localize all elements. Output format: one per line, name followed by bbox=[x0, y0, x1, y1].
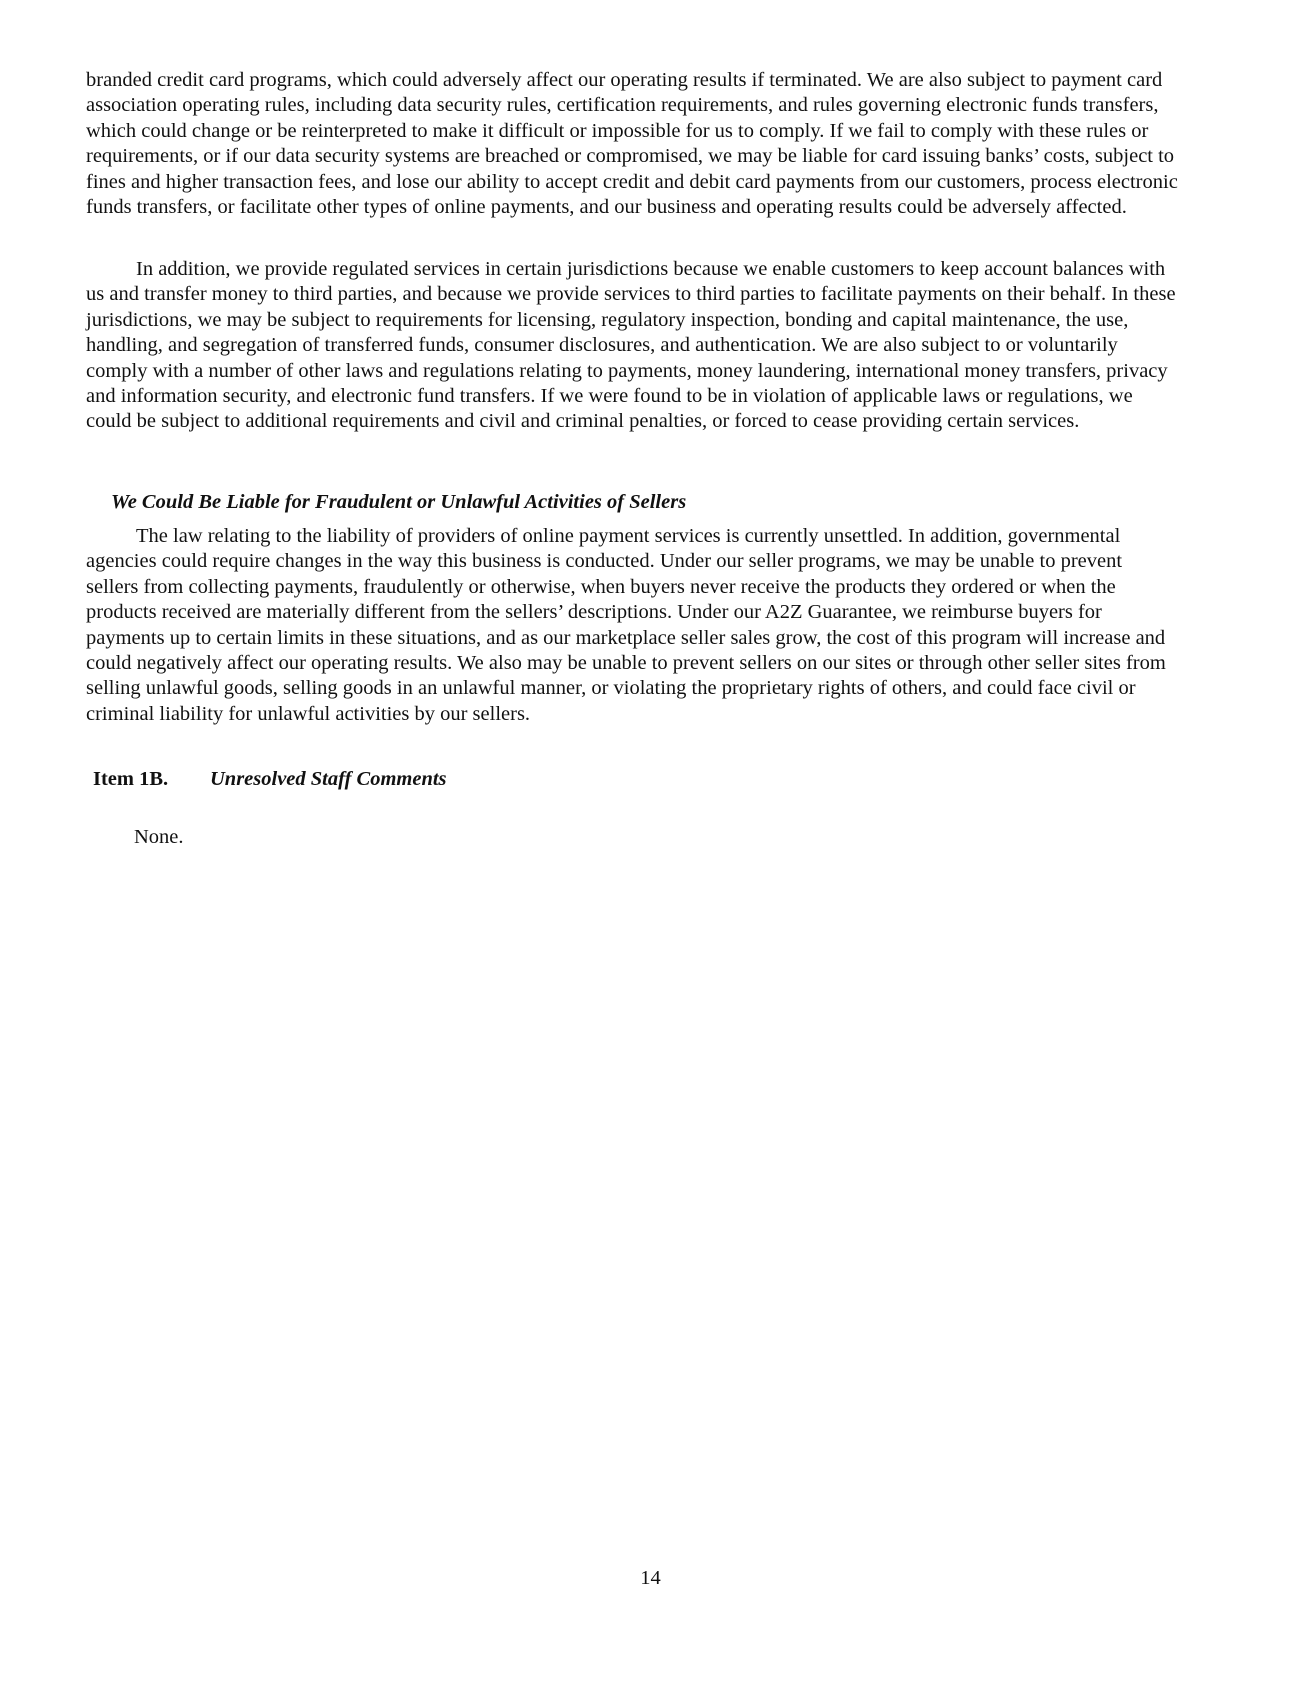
page-number: 14 bbox=[640, 1567, 661, 1589]
paragraph-regulated-services: In addition, we provide regulated services in certain jurisdictions because we enable customers to keep account balances with us and transfer money to third parties, and because we provide services to third parties to facilitate payments on their behalf. In these jurisdictions, we may be subject to requirements for licensing, regulatory inspection, bonding and capital maintenance, the use, handling, and segregation of transferred funds, consumer disclosures, and authentication. We are also subject to or voluntarily comply with a number of other laws and regulations relating to payments, money laundering, international money transfers, privacy and information security, and electronic fund transfers. If we were found to be in violation of applicable laws or regulations, we could be subject to additional requirements and civil and criminal penalties, or forced to cease providing certain services. bbox=[86, 258, 1176, 433]
item-title: Unresolved Staff Comments bbox=[210, 768, 447, 790]
item-body: None. bbox=[134, 826, 184, 848]
paragraph-seller-liability: The law relating to the liability of providers of online payment services is currently unsettled. In addition, governmental agencies could require changes in the way this business is conducted. Under our seller programs, we may be unable to prevent sellers from collecting payments, fraudulently or otherwise, when buyers never receive the products they ordered or when the products received are materially different from the sellers’ descriptions. Under our A2Z Guarantee, we reimburse buyers for payments up to certain limits in these situations, and as our marketplace seller sales grow, the cost of this program will increase and could negatively affect our operating results. We also may be unable to prevent sellers on our sites or through other seller sites from selling unlawful goods, selling goods in an unlawful manner, or violating the proprietary rights of others, and could face civil or criminal liability for unlawful activities by our sellers. bbox=[86, 525, 1166, 725]
item-heading bbox=[93, 767, 447, 792]
item-number: Item 1B. bbox=[93, 768, 169, 790]
paragraph-payment-rules: branded credit card programs, which could adversely affect our operating results if terminated. We are also subject to payment card association operating rules, including data security rules, certification requirements, and rules governing electronic funds transfers, which could change or be reinterpreted to make it difficult or impossible for us to comply. If we fail to comply with these rules or requirements, or if our data security systems are breached or compromised, we may be liable for card issuing banks’ costs, subject to fines and higher transaction fees, and lose our ability to accept credit and debit card payments from our customers, process electronic funds transfers, or facilitate other types of online payments, and our business and operating results could be adversely affected. bbox=[86, 69, 1178, 219]
section-heading-seller-liability: We Could Be Liable for Fraudulent or Unlawful Activities of Sellers bbox=[111, 491, 687, 513]
